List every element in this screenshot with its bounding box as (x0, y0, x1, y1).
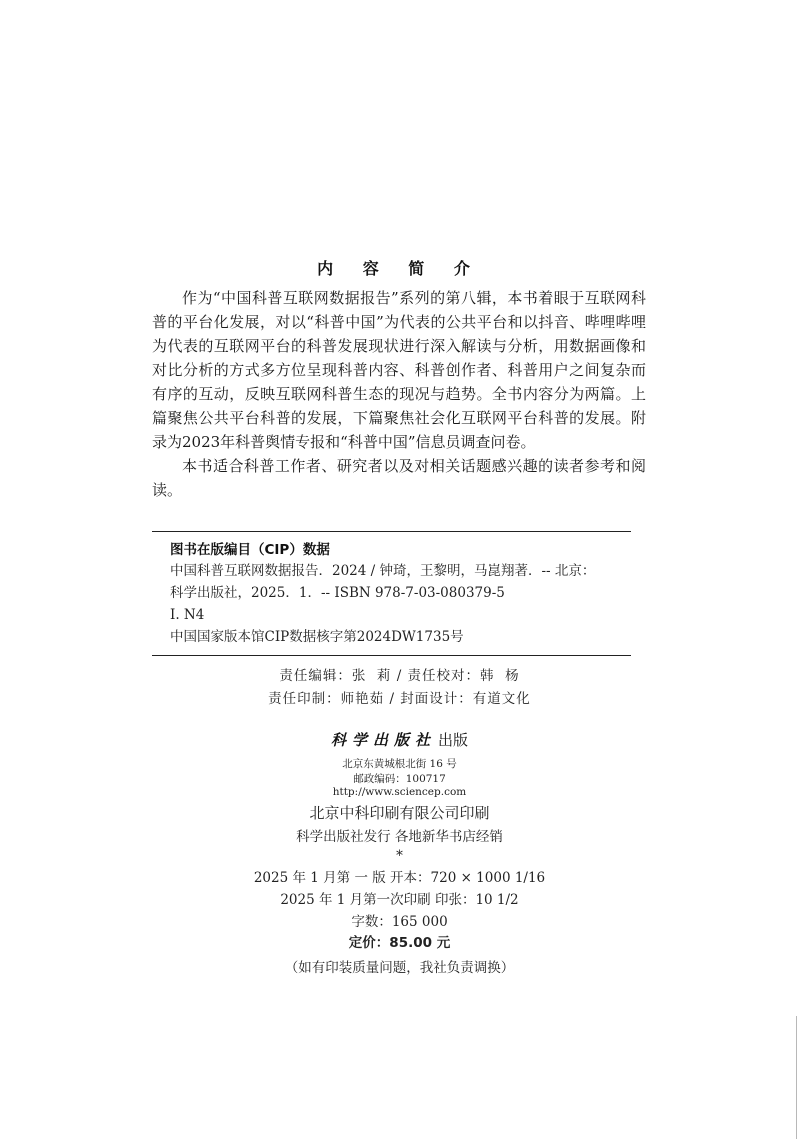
cip-bottom-rule (152, 655, 631, 656)
cip-data (170, 560, 640, 648)
content-summary-title: 内 容 简 介 (317, 259, 482, 278)
publisher-address: 北京东黄城根北街 16 号 (342, 758, 457, 770)
publisher-postcode: 邮政编码：100717 (353, 773, 446, 785)
summary-paragraph-2: 本书适合科普工作者、研究者以及对相关话题感兴趣的读者参考和阅读。 (152, 457, 646, 499)
cip-top-rule (152, 531, 631, 532)
price: 定价：85.00 元 (348, 935, 451, 951)
cip-line: Ⅰ. N4 (170, 607, 205, 623)
cip-line: 中国国家版本馆CIP数据核字第2024DW1735号 (170, 629, 464, 645)
cip-line: 中国科普互联网数据报告．2024 / 钟琦，王黎明，马崑翔著．-- 北京： (170, 563, 596, 579)
cip-line: 科学出版社，2025．1．-- ISBN 978-7-03-080379-5 (170, 585, 505, 601)
distribution: 科学出版社发行 各地新华书店经销 (296, 829, 503, 845)
publisher-line (0, 729, 799, 750)
separator-star: * (396, 848, 403, 864)
printer: 北京中科印刷有限公司印刷 (309, 804, 490, 822)
edition-info: 2025 年 1 月第 一 版 开本：720 × 1000 1/16 (253, 870, 546, 886)
cip-heading: 图书在版编目（CIP）数据 (170, 542, 330, 558)
page-edge (796, 1016, 797, 1139)
publisher-url: http://www.sciencep.com (332, 786, 467, 798)
production-credits: 责任印制：师艳茹 / 封面设计：有道文化 (268, 691, 531, 707)
content-summary (152, 286, 646, 502)
word-count: 字数：165 000 (351, 914, 448, 930)
editor-credits: 责任编辑：张 莉 / 责任校对：韩 杨 (279, 668, 520, 684)
printing-info: 2025 年 1 月第一次印刷 印张：10 1/2 (280, 892, 519, 908)
publisher-logo: 科学出版社 (330, 731, 436, 749)
publisher-suffix: 出版 (438, 731, 469, 749)
summary-paragraph-1: 作为“中国科普互联网数据报告”系列的第八辑，本书着眼于互联网科普的平台化发展，对以“科普中国”为代表的公共平台和以抖音、哔哩哔哩为代表的互联网平台的科普发展现状进行深入解读与分析，用数据画像和对比分析的方式多方位呈现科普内容、科普创作者、科普用户之间复杂而有序的互动，反映互联网科普生态的现况与趋势。全书内容分为两篇。上篇聚焦公共平台科普的发展，下篇聚焦社会化互联网平台科普的发展。附录为2023年科普舆情专报和“科普中国”信息员调查问卷。 (152, 289, 646, 451)
quality-note: （如有印装质量问题，我社负责调换） (284, 960, 515, 976)
